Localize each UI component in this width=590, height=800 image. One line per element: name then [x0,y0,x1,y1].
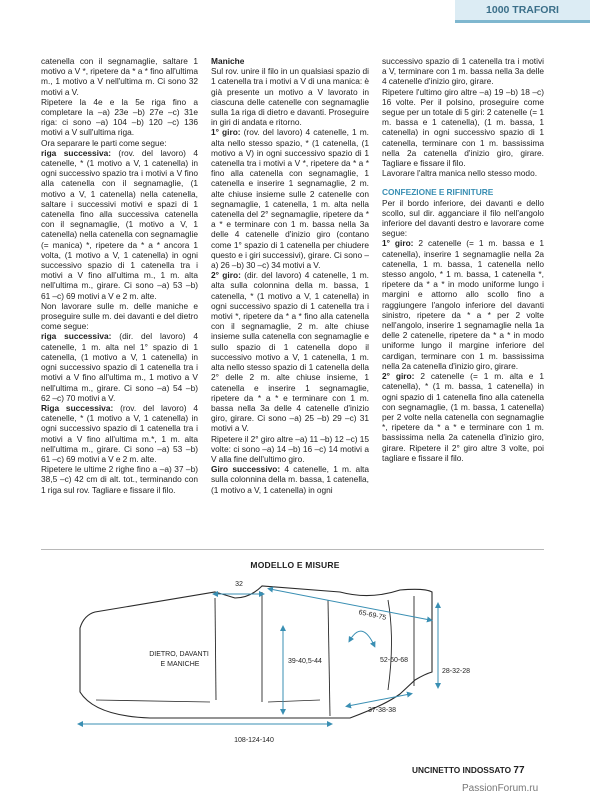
section-heading-confezione: CONFEZIONE E RIFINITURE [382,187,494,198]
row-label: 2° giro: [211,270,241,281]
section-title: 1000 TRAFORI [486,4,559,16]
garment-outline [80,586,432,718]
measure-height: 39-40,5-44 [288,658,322,665]
watermark: PassionForum.ru [462,783,539,794]
label-body [149,651,211,668]
diagram-title: MODELLO E MISURE [250,560,340,570]
measure-sleeve-bottom: 37-38-38 [367,707,397,714]
measure-sleeve-top: 65-69-75 [357,609,387,622]
magazine-name: UNCINETTO INDOSSATO [412,765,512,775]
label-body-line: DIETRO, DAVANTI [149,651,209,658]
row-text: (dir. del lavoro) 4 catenelle, 1 m. alta sulla colonnina della m. bassa, 1 catenella, * (1 motivo a V, 1 catenella) in ogni successivo spazio di 1 catenella tra i motivi *, ripetere da * a * fino alla catenella con il segnamaglie, 2 m. alte chiuse insieme sulla catenella con segnamaglie e sullo spazio di 1 catenella dopo il successivo motivo a V, 1 catenella, 1 m. alta nello stesso spazio di 1 catenella della 2° delle 2 m. alte chiuse insieme, 1 catenella e inserire 1 segnamaglie, ripetere da * a * e terminare con 1 m. bassa nella 3a delle 4 catenelle d'inizio giro, girare. Ci sono –a) 25 –b) 29 –c) 31 motivi a V. [211,270,369,434]
row-label: Giro successivo: [211,464,281,475]
paragraph: Lavorare l'altra manica nello stesso modo. [382,168,538,179]
row-label: Riga successiva: [41,402,114,413]
measure-sleeve-width: 52-60-68 [380,657,409,664]
measure-arrow-sleeve-bottom [348,694,410,706]
hem-line [96,700,320,702]
sleeve-edge-line [388,600,392,690]
row-text: 2 catenelle (= 1 m. alta e 1 catenella), * (1 m. bassa, 1 catenella) in ogni spazio di 1 catenella fino alla catenella con segnamaglie, (1 m. bassa, 1 catenella) per 2 volte nella catenella con segnamaglie *, ripetere da * a * e terminare con 1 m. bassissima nella 2a catenella d'inizio giro, girare. Ripetere il 2° giro altre 3 volte, poi tagliare e fissare il filo. [382,371,544,463]
row-label: riga successiva: [41,147,112,158]
underarm-line [328,600,330,716]
label-body-line: E MANICHE [160,661,200,668]
page-footer [412,765,525,776]
paragraph: catenella con il segnamaglie, saltare 1 motivo a V *, ripetere da * a * fino all'ultima m., 1 motivo a V nell'ultima m. Ci sono 32 motivi a V. [41,56,198,97]
paragraph: successivo spazio di 1 catenella tra i motivi a V, terminare con 1 m. bassa nella 3a delle 4 catenelle d'inizio giro, girare. [382,56,544,87]
paragraph: Ora separare le parti come segue: [41,137,167,148]
paragraph: Ripetere le ultime 2 righe fino a –a) 37 –b) 38,5 –c) 42 cm di alt. tot., terminando con 1 riga sul rov. Tagliare e fissare il filo. [41,464,198,495]
measure-arrow-sleeve-width [350,631,374,645]
measure-hem: 108-124-140 [234,737,274,744]
row-text: (rov. del lavoro) 4 catenelle, * (1 motivo a V, 1 catenella) in ogni successivo spazio di 1 catenella tra i motivi a V fino all'ultima m.*, 1 m. alta nell'ultima m., girare. Ci sono –a) 53 –b) 61 –c) 69 motivi a V e 2 m. alte. [41,402,198,464]
paragraph: Ripetere l'ultimo giro altre –a) 19 –b) 18 –c) 16 volte. Per il polsino, proseguire come segue per un totale di 5 giri: 2 catenelle (= 1 m. bassa e 1 catenella), (1 m. bassa, 1 catenella) in ogni successivo spazio di 1 catenella, terminare con 1 m. bassissima nella 2a catenella d'inizio giro, girare. Tagliare e fissare il filo. [382,86,544,169]
row-text: (rov. del lavoro) 4 catenelle, 1 m. alta nello stesso spazio, * (1 catenella, (1 motivo a V) in ogni successivo spazio di 1 catenella tra i motivi a V *, ripetere da * a * fino alla catenella con segnamaglie, 1 catenella e inserire 1 segnamaglie, 2 m. alte chiuse insieme sulle 2 catenelle con segnamaglie, 1 catenella, 1 m. alta nella catenella del 2° segnamaglie, ripetere da * a * e terminare con 1 m. bassa nella 3a delle 4 catenelle d'inizio giro (contano come 1° spazio di 1 catenella per chiudere questo e i giri successivi), girare. Ci sono –a) 26 –b) 30 –c) 34 motivi a V. [211,127,369,271]
row-text: (rov. del lavoro) 4 catenelle, * (1 motivo a V, 1 catenella) in ogni successivo spazio tra i motivi a V fino alla catenella con il segnamaglie, (1 motivo a V, 1 catenella) nella catenella, saltare i successivi motivi e spazi di 1 catenella fino alla successiva catenella con il segnamaglie, (1 motivo a V, 1 catenella) nella catenella con segnamaglie (= manica) *, ripetere da * a * ancora 1 volta, (1 motivo a V, 1 catenella) in ogni successivo spazio di 1 catenella tra i motivi a V fino all'ultima m., 1 m. alta nell'ultima m., girare. Ci sono –a) 53 –b) 61 –c) 69 motivi a V e 2 m. alte. [41,147,198,301]
row-label: 1° giro: [211,127,241,138]
paragraph: Ripetere la 4e e la 5e riga fino a completare la –a) 23e –b) 27e –c) 31e riga: ci sono –a) 104 –b) 120 –c) 136 motivi a V sull'ultima riga. [41,96,198,138]
paragraph: Sul rov. unire il filo in un qualsiasi spazio di 1 catenella tra i motivi a V di una manica: è già presente un motivo a V lavorato in ciascuna delle catenelle con segnamaglie sulla 1a riga di dietro e davanti. Proseguire in giri di andata e ritorno. [211,66,369,128]
section-heading-maniche: Maniche [211,56,245,66]
row-label: 2° giro: [382,371,415,382]
paragraph: Non lavorare sulle m. delle maniche e proseguire sulle m. dei davanti e del dietro come segue: [41,300,198,332]
measure-cuff: 28-32-28 [442,668,471,675]
row-text: 4 catenelle, 1 m. alta sulla colonnina della m. bassa, 1 catenella, (1 motivo a V, 1 catenella) in ogni [211,464,370,495]
paragraph: Per il bordo inferiore, dei davanti e dello scollo, sul dir. agganciare il filo nell'angolo inferiore del davanti destro e lavorare come segue: [382,197,544,239]
row-label: 1° giro: [382,238,414,249]
paragraph: Ripetere il 2° giro altre –a) 11 –b) 12 –c) 15 volte: ci sono –a) 14 –b) 16 –c) 14 motivi a V alla fine dell'ultimo giro. [211,433,369,464]
row-text: (dir. del lavoro) 4 catenelle, 1 m. alta nel 1° spazio di 1 catenella, (1 motivo a V, 1 catenella) in ogni successivo spazio di 1 catenella tra i motivi a V fino all'ultima m., 1 motivo a V nell'ultima m., girare. Ci sono –a) 54 –b) 62 –c) 70 motivi a V. [41,331,198,403]
measure-neck: 32 [235,581,243,588]
page-number: 77 [513,765,525,776]
row-label: riga successiva: [41,331,112,342]
front-seam-line [215,598,216,700]
row-text: 2 catenelle (= 1 m. bassa e 1 catenella), inserire 1 segnamaglie nella 2a catenella, 1 m. bassa, 1 catenella nello stesso angolo, * 1 m. bassa, 1 catenella *, ripetere da * a * in modo uniforme lungo i margini e attorno allo scollo fino a raggiungere l'angolo inferiore del davanti sinistro, ripetere da * a * per 2 volte nell'angolo, inserire 1 segnamaglie nella 1a delle 2 catenelle, ripetere da * a * in modo uniforme lungo il margine inferiore del cardigan, terminare con 1 m. bassissima nella 2a catenella d'inizio giro, girare. [382,238,545,371]
